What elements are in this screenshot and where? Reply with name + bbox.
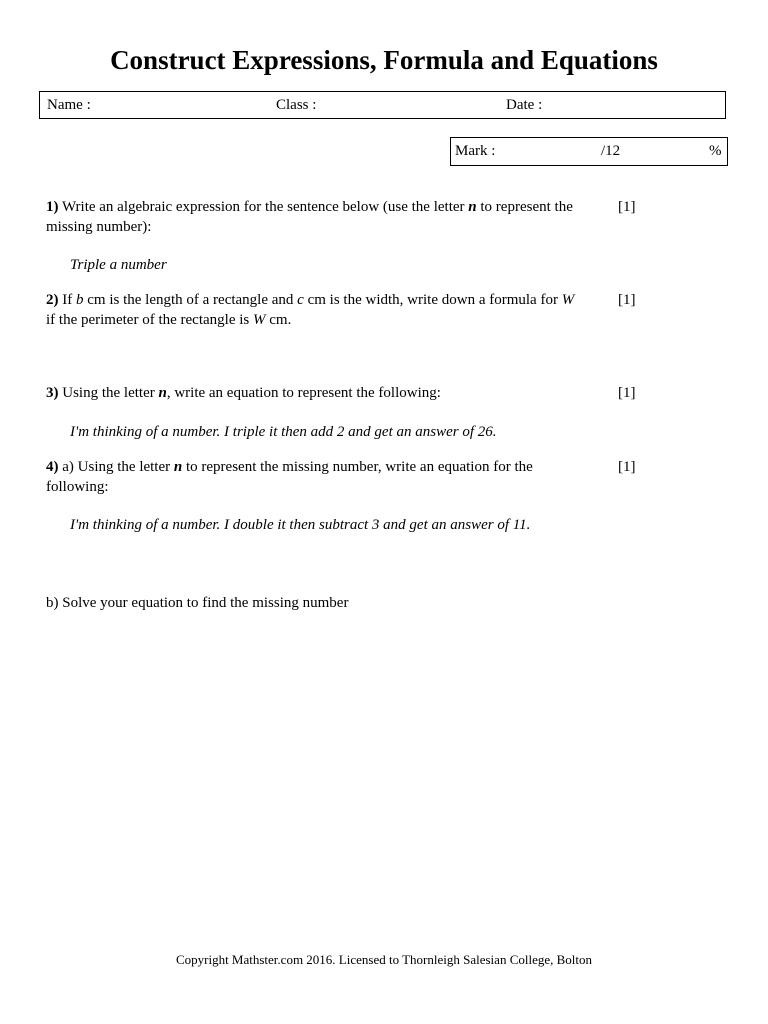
- mark-total: /12: [601, 143, 621, 159]
- question-text: If: [58, 292, 76, 308]
- variable-n: n: [173, 459, 183, 475]
- question-text: a) Using the letter: [58, 459, 174, 475]
- question-text: if the perimeter of the rectangle is: [46, 312, 253, 328]
- question-text: , write an equation to represent the following:: [166, 385, 441, 401]
- question-text: cm is the length of a rectangle and: [83, 292, 298, 308]
- question-3-marks: [1]: [618, 385, 636, 401]
- question-3: [46, 383, 441, 403]
- mark-percent: %: [709, 143, 722, 159]
- question-text: cm is the width, write down a formula for: [303, 292, 562, 308]
- question-number: 4): [46, 459, 59, 475]
- question-4-marks: [1]: [618, 459, 636, 475]
- name-label: Name :: [47, 97, 91, 113]
- question-number: 1): [46, 199, 59, 215]
- question-text: Write an algebraic expression for the sentence below (use the letter: [58, 199, 469, 215]
- question-number: 2): [46, 292, 59, 308]
- question-4: [46, 457, 533, 497]
- variable-b: b: [76, 292, 84, 308]
- copyright-footer: Copyright Mathster.com 2016. Licensed to Thornleigh Salesian College, Bolton: [175, 952, 593, 967]
- page-title: Construct Expressions, Formula and Equations: [110, 45, 658, 75]
- variable-n: n: [158, 385, 167, 401]
- question-text: Using the letter: [58, 385, 159, 401]
- question-text: to represent the: [476, 199, 573, 215]
- question-4-prompt: I'm thinking of a number. I double it then subtract 3 and get an answer of 11.: [70, 517, 531, 533]
- question-text: missing number):: [46, 219, 152, 235]
- variable-n: n: [468, 199, 477, 215]
- mark-box: [450, 137, 728, 166]
- question-1: [46, 197, 573, 237]
- question-2-marks: [1]: [618, 292, 636, 308]
- class-label: Class :: [276, 97, 317, 113]
- question-4b: b) Solve your equation to find the missing number: [46, 595, 349, 611]
- question-text: to represent the missing number, write an equation for the: [182, 459, 533, 475]
- variable-w: W: [253, 312, 266, 328]
- question-1-prompt: Triple a number: [70, 257, 167, 273]
- mark-label: Mark :: [455, 143, 496, 159]
- question-number: 3): [46, 385, 59, 401]
- question-3-prompt: I'm thinking of a number. I triple it then add 2 and get an answer of 26.: [70, 424, 497, 440]
- question-2: [46, 290, 574, 330]
- question-text: cm.: [265, 312, 292, 328]
- variable-c: c: [297, 292, 304, 308]
- variable-w: W: [561, 292, 575, 308]
- student-info-box: [39, 91, 726, 119]
- question-1-marks: [1]: [618, 199, 636, 215]
- question-text: following:: [46, 479, 109, 495]
- date-label: Date :: [506, 97, 543, 113]
